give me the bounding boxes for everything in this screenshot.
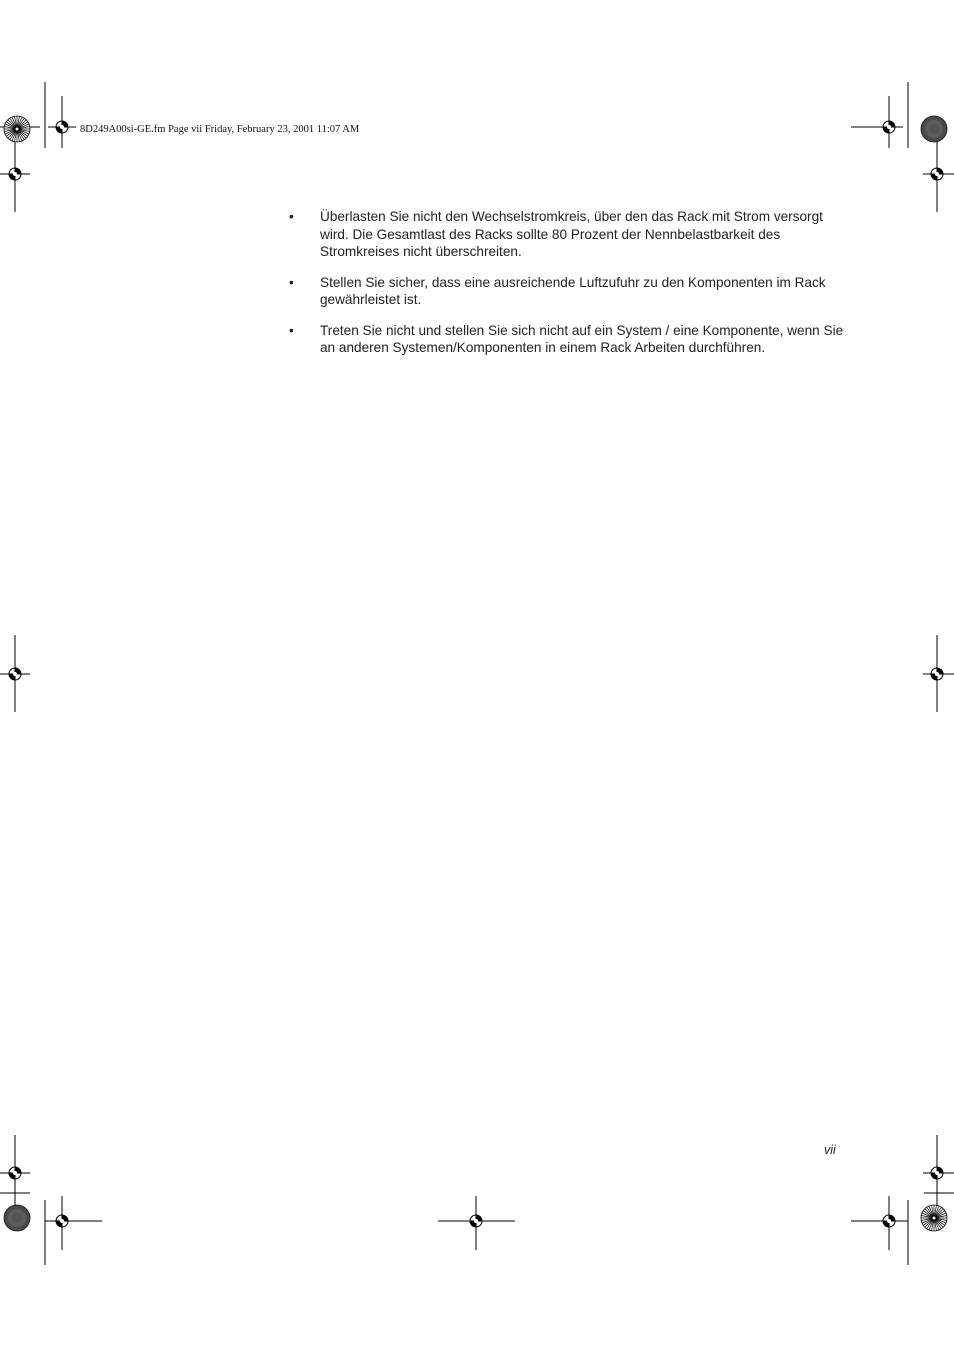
safety-bullet-list (289, 208, 849, 370)
page-number: vii (824, 1143, 836, 1157)
file-header: 8D249A00si-GE.fm Page vii Friday, February 23, 2001 11:07 AM (80, 124, 360, 135)
bullet-symbol: • (289, 209, 294, 224)
bullet-text: Überlasten Sie nicht den Wechselstromkreis, über den das Rack mit Strom versorgt wird. Die Gesamtlast des Racks sollte 80 Prozent der Nennbelastbarkeit des Stromkreises nicht überschreiten. (320, 209, 823, 259)
bullet-item (289, 208, 849, 261)
bullet-symbol: • (289, 322, 294, 338)
bullet-item (289, 322, 849, 357)
bullet-symbol: • (289, 274, 294, 290)
bullet-text: Stellen Sie sicher, dass eine ausreichende Luftzufuhr zu den Komponenten im Rack gewährleistet ist. (320, 274, 826, 307)
bullet-item (289, 274, 849, 309)
bullet-text: Treten Sie nicht und stellen Sie sich nicht auf ein System / eine Komponente, wenn Sie an anderen Systemen/Komponenten in einem Rack Arbeiten durchführen. (320, 322, 844, 355)
